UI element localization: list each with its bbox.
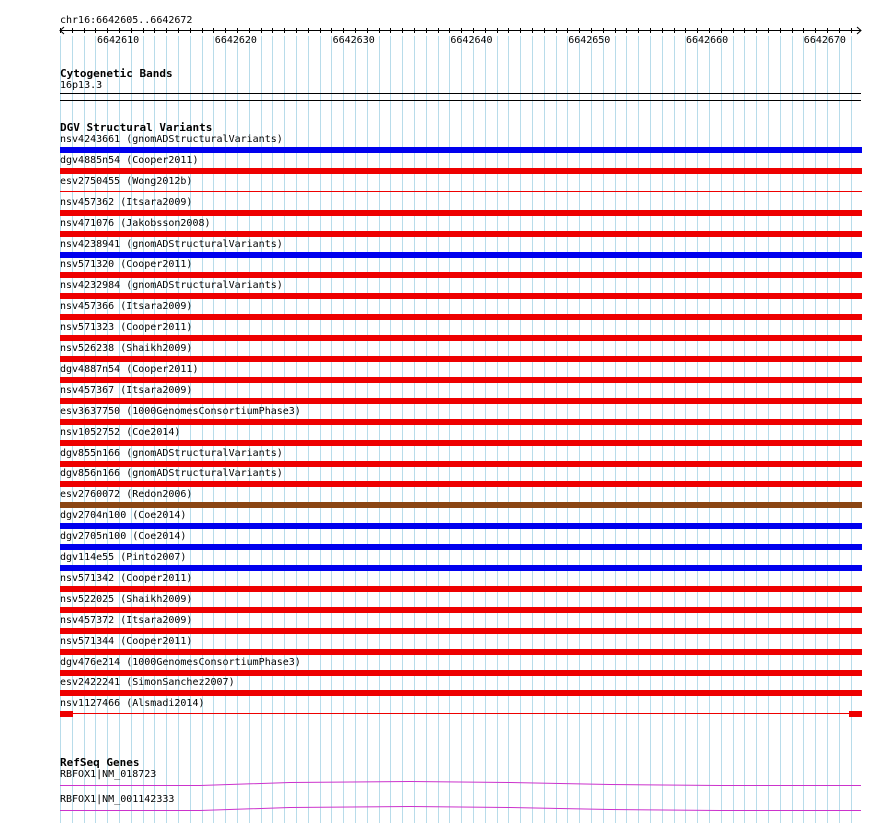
variant-bar[interactable]	[60, 713, 862, 714]
ruler-tick-label: 6642630	[332, 35, 375, 46]
variant-label[interactable]: dgv4887n54 (Cooper2011)	[60, 363, 199, 375]
variant-label[interactable]: nsv571323 (Cooper2011)	[60, 322, 193, 334]
ruler-tick-label: 6642670	[803, 35, 846, 46]
ruler-tick-label: 6642660	[686, 35, 729, 46]
variant-label[interactable]: nsv1052752 (Coe2014)	[60, 426, 181, 438]
ruler-tick-label: 6642610	[97, 35, 140, 46]
variant-label[interactable]: dgv114e55 (Pinto2007)	[60, 552, 187, 563]
variant-bar[interactable]	[60, 231, 862, 237]
variant-label[interactable]: dgv476e214 (1000GenomesConsortiumPhase3)	[60, 656, 301, 668]
cytoband-line-bottom	[60, 100, 861, 101]
variant-label[interactable]: esv2422241 (SimonSanchez2007)	[60, 677, 235, 689]
variant-label[interactable]: esv2750455 (Wong2012b)	[60, 175, 193, 187]
variant-bar[interactable]	[60, 419, 862, 425]
refseq-track-title: RefSeq Genes	[60, 756, 140, 769]
variant-label[interactable]: nsv457367 (Itsara2009)	[60, 384, 193, 396]
variant-label[interactable]: dgv2705n100 (Coe2014)	[60, 531, 187, 543]
variant-label[interactable]: nsv4238941 (gnomADStructuralVariants)	[60, 238, 283, 250]
variant-bar[interactable]	[60, 670, 862, 676]
gene-label[interactable]: RBFOX1|NM_018723	[60, 769, 157, 780]
variant-bar[interactable]	[60, 252, 862, 258]
variant-bar[interactable]	[60, 690, 862, 696]
variant-bar[interactable]	[60, 293, 862, 299]
variant-bar[interactable]	[60, 565, 862, 571]
variant-bar[interactable]	[60, 377, 862, 383]
ruler-tick-label: 6642640	[450, 35, 493, 46]
gene-line	[60, 807, 861, 811]
variant-bar-end[interactable]	[60, 711, 73, 717]
cytoband-track-title: Cytogenetic Bands	[60, 67, 173, 80]
variant-bar[interactable]	[60, 272, 862, 278]
variant-bar[interactable]	[60, 191, 862, 192]
variant-bar[interactable]	[60, 628, 862, 634]
variant-bar[interactable]	[60, 649, 862, 655]
variant-bar[interactable]	[60, 168, 862, 174]
variant-label[interactable]: dgv2704n100 (Coe2014)	[60, 510, 187, 522]
variant-bar[interactable]	[60, 586, 862, 592]
variant-bar[interactable]	[60, 398, 862, 404]
variant-bar[interactable]	[60, 147, 862, 153]
variant-label[interactable]: dgv855n166 (gnomADStructuralVariants)	[60, 447, 283, 459]
ruler-tick-label: 6642650	[568, 35, 611, 46]
gene-label[interactable]: RBFOX1|NM_001142333	[60, 794, 175, 805]
variant-bar[interactable]	[60, 502, 862, 508]
ruler-position-label: chr16:6642605..6642672	[60, 15, 193, 26]
variant-bar-end[interactable]	[849, 711, 862, 717]
variant-label[interactable]: nsv526238 (Shaikh2009)	[60, 343, 193, 354]
variant-label[interactable]: nsv571320 (Cooper2011)	[60, 259, 193, 271]
variant-label[interactable]: nsv457362 (Itsara2009)	[60, 196, 193, 208]
variant-bar[interactable]	[60, 461, 862, 467]
variant-label[interactable]: nsv4232984 (gnomADStructuralVariants)	[60, 280, 283, 292]
variant-label[interactable]: esv3637750 (1000GenomesConsortiumPhase3)	[60, 405, 301, 417]
variant-label[interactable]: nsv4243661 (gnomADStructuralVariants)	[60, 134, 283, 145]
variant-bar[interactable]	[60, 523, 862, 529]
variant-bar[interactable]	[60, 356, 862, 362]
variant-label[interactable]: nsv1127466 (Alsmadi2014)	[60, 698, 205, 710]
variant-bar[interactable]	[60, 607, 862, 613]
variant-bar[interactable]	[60, 335, 862, 341]
variant-label[interactable]: esv2760072 (Redon2006)	[60, 489, 193, 501]
variant-bar[interactable]	[60, 210, 862, 216]
variant-bar[interactable]	[60, 440, 862, 446]
dgv-track-title: DGV Structural Variants	[60, 121, 213, 134]
variant-label[interactable]: nsv457366 (Itsara2009)	[60, 301, 193, 313]
variant-label[interactable]: dgv4885n54 (Cooper2011)	[60, 154, 199, 166]
variant-label[interactable]: dgv856n166 (gnomADStructuralVariants)	[60, 468, 283, 480]
variant-bar[interactable]	[60, 544, 862, 550]
variant-label[interactable]: nsv457372 (Itsara2009)	[60, 614, 193, 626]
variant-label[interactable]: nsv571344 (Cooper2011)	[60, 635, 193, 647]
variant-label[interactable]: nsv471076 (Jakobsson2008)	[60, 217, 211, 229]
variant-label[interactable]: nsv571342 (Cooper2011)	[60, 572, 193, 584]
ruler-tick-label: 6642620	[214, 35, 257, 46]
variant-bar[interactable]	[60, 481, 862, 487]
variant-label[interactable]: nsv522025 (Shaikh2009)	[60, 593, 193, 605]
gene-line	[60, 782, 861, 786]
variant-bar[interactable]	[60, 314, 862, 320]
cytoband-line-top	[60, 93, 861, 94]
cytoband-label[interactable]: 16p13.3	[60, 80, 103, 91]
